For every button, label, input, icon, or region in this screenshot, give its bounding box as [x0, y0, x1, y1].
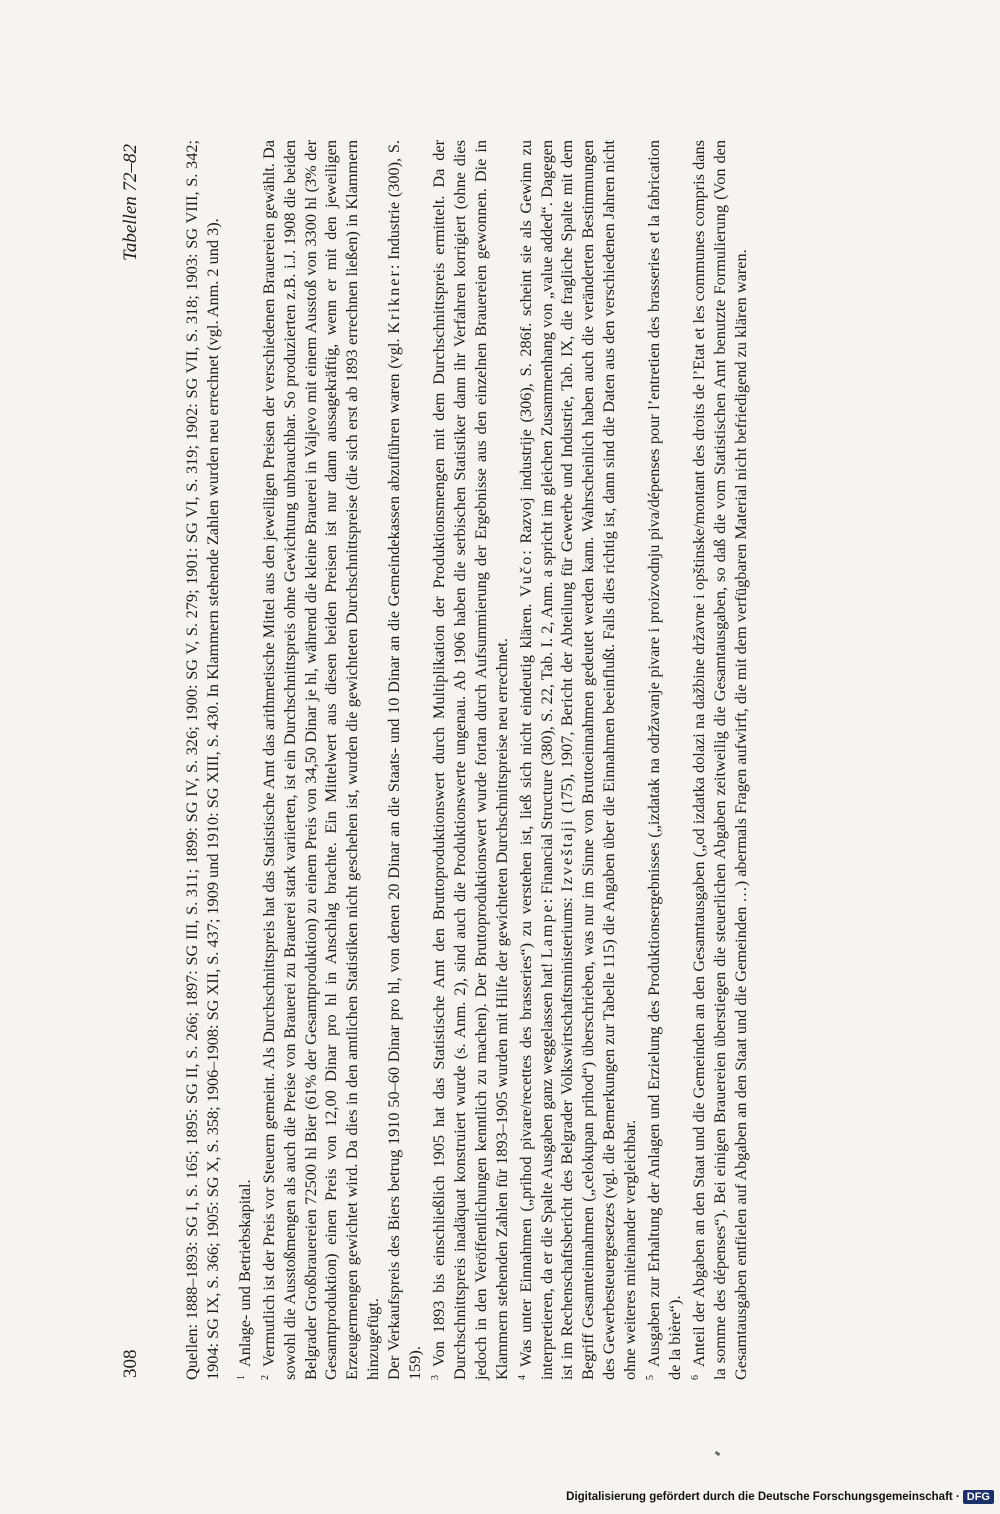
footnote-marker: 1 [235, 1375, 247, 1380]
author-name: Vučo [515, 554, 535, 597]
footnote-text: : Razvoj industrije (306), S. 286f. scheint sie als Gewinn zu interpretieren, da er die Spalte Ausgaben ganz weggelassen hat! [515, 140, 556, 1380]
footnote-text: : Industrie (300), S. 159). [384, 140, 425, 1380]
author-name: Krikner [384, 269, 404, 334]
footnote-3 [426, 140, 513, 1380]
sources-paragraph: Quellen: 1888–1893: SG I, S. 165; 1895: SG II, S. 266; 1897: SG III, S. 311; 1899: SG IV, S. 326; 1900: SG V, S. 279; 1901: SG VI, S. 319; 1902: SG VII, S. 318; 1903: SG VIII, S. 342; 1904: SG IX, S. 366; 1905: SG X, S. 358; 1906–1908: SG XII, S. 437; 1909 und 1910: SG XIII, S. 430. In Klammern stehende Zahlen wurden neu errechnet (vgl. Anm. 2 und 3). [182, 140, 222, 1380]
footnote-marker: 6 [689, 1375, 701, 1380]
footnote-text: Ausgaben zur Erhaltung der Anlagen und Erzielung des Produktionsergebnisses („izdatak na održavanje pivare i proizvodnju piva/dépenses pour l’entretien des brasseries et la fabrication de la bière“). [644, 140, 684, 1380]
footnote-text: Der Verkaufspreis des Biers betrug 1910 50–60 Dinar pro hl, von denen 20 Dinar an die Staats- und 10 Dinar an die Gemeindekassen abzuführen waren (vgl. [384, 333, 404, 1380]
footnote-text: Von 1893 bis einschließlich 1905 hat das Statistische Amt den Bruttoproduktionswert durch Multiplikation der Produktionsmengen mit dem Durchschnittspreis ermittelt. Da der Durchschnittspreis inadäquat konstruiert wurde (s. Anm. 2), sind auch die Produktionswerte ungenau. Ab 1906 haben die serbischen Statistiker dann ihr Verfahren korrigiert (ohne dies jedoch in den Veröffentlichungen kenntlich zu machen). Der Bruttoproduktionswert wurde fortan durch Aufsummierung der Ergebnisse aus den einzelnen Brauereien gewonnen. Die in Klammern stehenden Zahlen für 1893–1905 wurden mit Hilfe der gewichteten Durchschnittspreise neu errechnet. [428, 140, 511, 1380]
footnote-marker: 2 [259, 1375, 271, 1380]
footnote-2 [256, 140, 384, 1380]
author-name: Izveštaji [557, 818, 577, 892]
notes-body [118, 140, 878, 1380]
footnote-text: : Financial Structure (380), S. 22, Tab. I. 2, Anm. a spricht im gleichen Zusammenhang von „value added“. Dagegen ist im Rechenschaftsbericht des Belgrader Volkswirtschaftsministeriums: [536, 139, 577, 1380]
footnote-marker: 4 [516, 1375, 528, 1380]
footnote-text: (175), 1907, Bericht der Abteilung für Gewerbe und Industrie, Tab. IX, die fragliche Spalte mit dem Begriff Gesamteinnahmen („celokupan prihod“) überschrieben, was nur im Sinne von Bruttoeinnahmen gedeutet werden kann. Wahrscheinlich haben auch die veränderten Bestimmungen des Gewerbesteuergesetzes (vgl. die Bemerkungen zur Tabelle 115) die Angaben über die Einnahmen beeinflußt. Falls dies richtig ist, dann sind die Daten aus den verschiedenen Jahren nicht ohne weiteres miteinander vergleichbar. [557, 140, 640, 1380]
footnote-4 [513, 140, 641, 1380]
footnote-1 [232, 140, 256, 1380]
footnote-text: Was unter Einnahmen („prihod pivare/recettes des brasseries“) zu verstehen ist, ließ sich nicht eindeutig klären. [515, 596, 535, 1367]
author-name: Lampe [536, 903, 556, 959]
running-title: Tabellen 72–82 [120, 144, 141, 261]
digitization-footer [566, 1490, 994, 1504]
footer-text: Digitalisierung gefördert durch die Deutsche Forschungsgemeinschaft · [566, 1491, 960, 1503]
footnote-text: Anlage- und Betriebskapital. [234, 1179, 254, 1367]
rotated-text-block [118, 140, 878, 1380]
page-number: 308 [120, 1349, 141, 1378]
footnote-marker: 5 [645, 1375, 657, 1380]
footnote-2-continuation [384, 140, 426, 1380]
footnote-6 [686, 140, 752, 1380]
footnote-text: Anteil der Abgaben an den Staat und die Gemeinden an den Gesamtausgaben („od izdatka dolazi na dažbine državne i opštinske/montant des droits de l’Etat et les communes compris dans la somme des dépenses“). Bei einigen Brauereien überstiegen die steuerlichen Abgaben zeitweilig die Gesamtausgaben, so daß die vom Statistischen Amt benutzte Formulierung (Von den Gesamtausgaben entfielen auf Abgaben an den Staat und die Gemeinden …) abermals Fragen aufwirft, die mit dem verfügbaren Material nicht befriedigend zu klären waren. [688, 140, 750, 1380]
footnote-marker: 3 [429, 1375, 441, 1380]
footnote-text: Vermutlich ist der Preis vor Steuern gemeint. Als Durchschnittspreis hat das Statistische Amt das arithmetische Mittel aus den jeweiligen Preisen der verschiedenen Brauereien gewählt. Da sowohl die Ausstoßmengen als auch die Preise von Brauerei zu Brauerei stark variierten, ist ein Durchschnittspreis ohne Gewichtung unbrauchbar. So produzierten z.B. i.J. 1908 die beiden Belgrader Großbrauereien 72500 hl Bier (61% der Gesamtproduktion) zu einem Preis von 34,50 Dinar je hl, während die kleine Brauerei in Valjevo mit einem Ausstoß von 3300 hl (3% der Gesamtproduktion) einen Preis von 12,00 Dinar pro hl in Anschlag brachte. Ein Mittelwert aus diesen beiden Preisen ist nur dann aussagekräftig, wenn er mit den jeweiligen Erzeugermengen gewichtet wird. Da dies in den amtlichen Statistiken nicht geschehen ist, wurden die gewichteten Durchschnittspreise (die sich erst ab 1893 errechnen ließen) in Klammern hinzugefügt. [258, 140, 383, 1380]
dfg-logo: DFG [963, 1490, 994, 1504]
scan-speck [715, 1451, 721, 1456]
footnote-5 [641, 140, 686, 1380]
